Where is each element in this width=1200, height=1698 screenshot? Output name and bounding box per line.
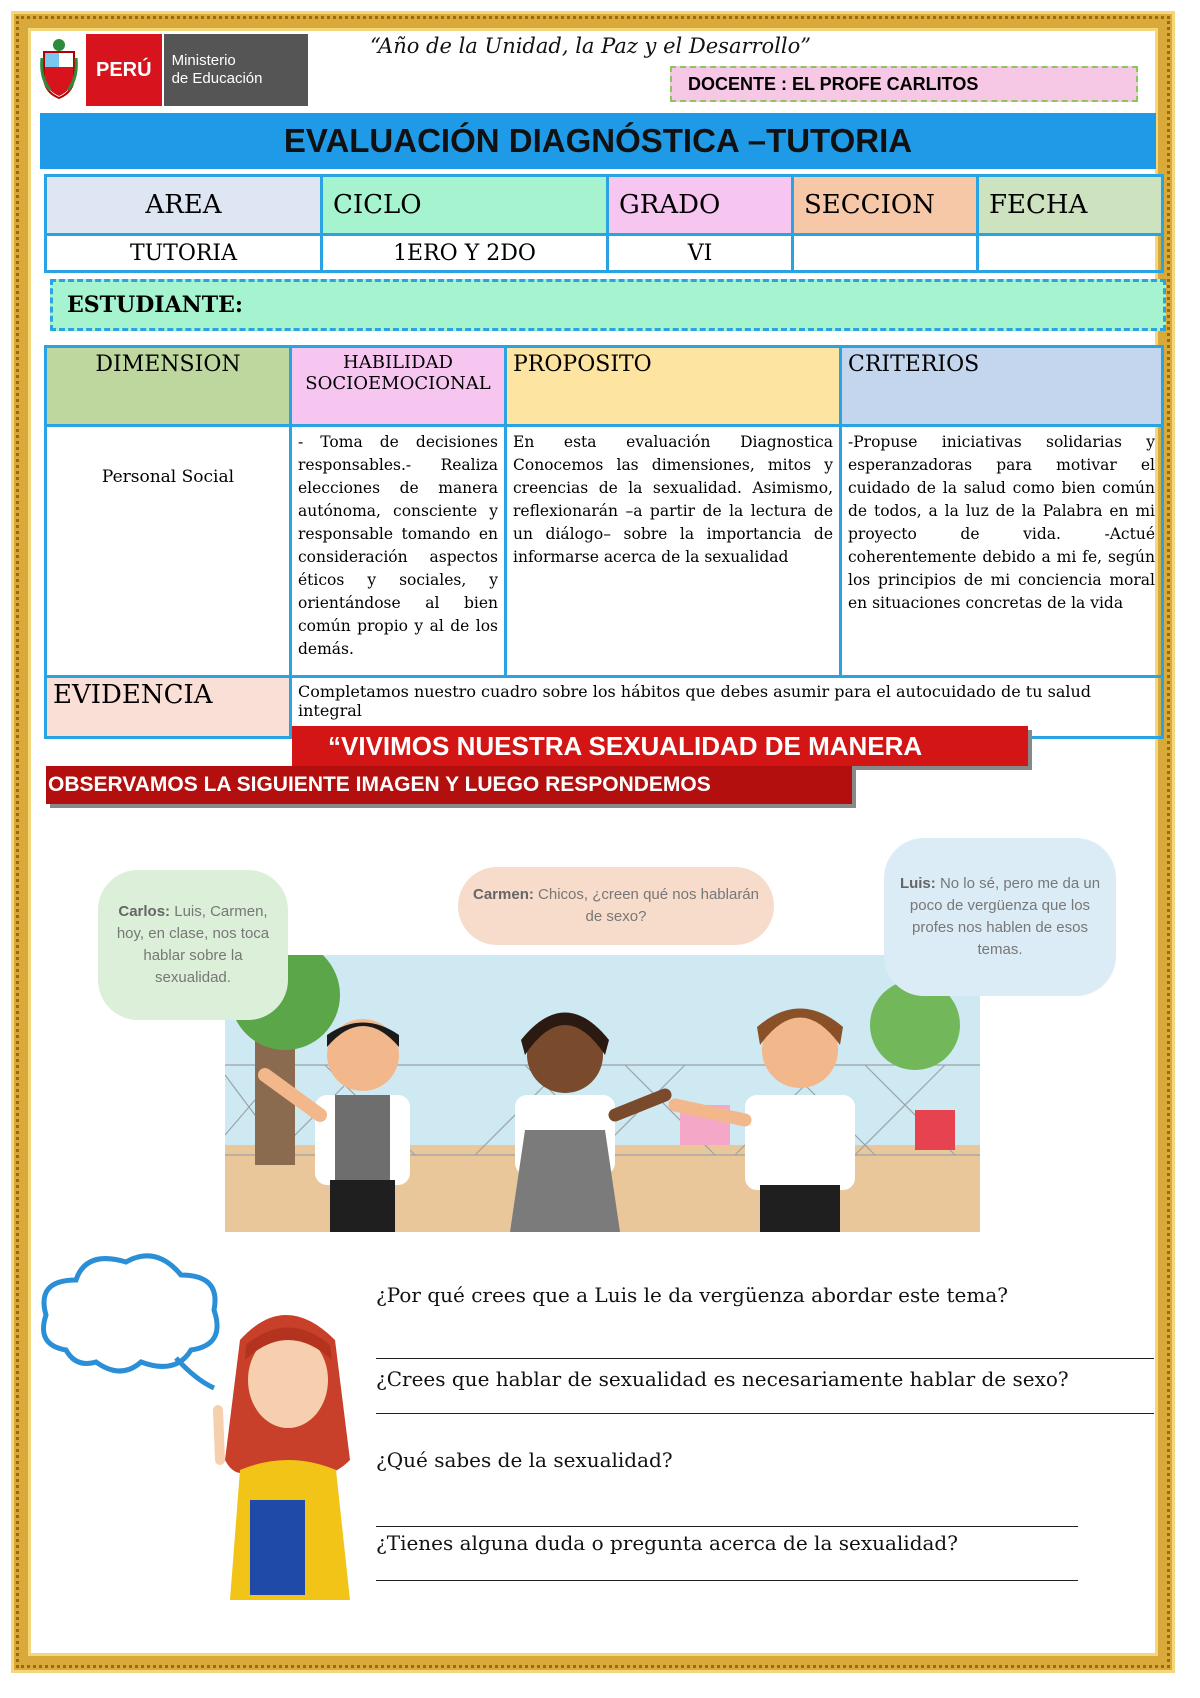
ciclo-header: CICLO bbox=[321, 176, 607, 235]
ciclo-value: 1ERO Y 2DO bbox=[321, 235, 607, 272]
proposito-header: PROPOSITO bbox=[506, 347, 841, 426]
docente-box: DOCENTE : EL PROFE CARLITOS bbox=[670, 66, 1138, 102]
carlos-speaker: Carlos: bbox=[118, 903, 171, 920]
question-1: ¿Por qué crees que a Luis le da vergüenza abordar este tema? bbox=[376, 1283, 1008, 1307]
thought-cloud-icon bbox=[36, 1250, 226, 1390]
logo-ministry-line1: Ministerio bbox=[171, 52, 236, 69]
evidence-label: EVIDENCIA bbox=[46, 677, 291, 738]
criterios-header: CRITERIOS bbox=[841, 347, 1163, 426]
peru-coat-of-arms-icon bbox=[40, 38, 78, 100]
logo-ministry-line2: de Educación bbox=[171, 70, 263, 87]
luis-speaker: Luis: bbox=[899, 875, 936, 892]
students-illustration bbox=[225, 955, 980, 1232]
competence-body-row bbox=[46, 426, 1163, 677]
seccion-header: SECCION bbox=[793, 176, 978, 235]
question-4: ¿Tienes alguna duda o pregunta acerca de la sexualidad? bbox=[376, 1531, 958, 1555]
answer-line-4[interactable] bbox=[376, 1580, 1078, 1581]
luis-line: No lo sé, pero me da un poco de vergüenza que los profes nos hablen de esos temas. bbox=[909, 875, 1101, 958]
area-value: TUTORIA bbox=[46, 235, 322, 272]
carlos-line: Luis, Carmen, hoy, en clase, nos toca hablar sobre la sexualidad. bbox=[116, 903, 270, 986]
dimension-value: Personal Social bbox=[46, 426, 291, 677]
seccion-value[interactable] bbox=[793, 235, 978, 272]
dimension-header: DIMENSION bbox=[46, 347, 291, 426]
logo-ministry-label bbox=[162, 34, 308, 106]
info-header-row bbox=[46, 176, 1163, 235]
question-2: ¿Crees que hablar de sexualidad es necesariamente hablar de sexo? bbox=[376, 1367, 1069, 1391]
banner-instruction: OBSERVAMOS LA SIGUIENTE IMAGEN Y LUEGO RESPONDEMOS bbox=[46, 766, 852, 804]
fecha-header: FECHA bbox=[977, 176, 1162, 235]
competence-header-row bbox=[46, 347, 1163, 426]
answer-line-1[interactable] bbox=[376, 1358, 1154, 1359]
year-motto: “Año de la Unidad, la Paz y el Desarrollo” bbox=[370, 34, 811, 58]
student-label: ESTUDIANTE: bbox=[67, 292, 244, 318]
teacher-figure-icon bbox=[200, 1300, 370, 1620]
habilidad-header: HABILIDAD SOCIOEMOCIONAL bbox=[291, 347, 506, 426]
grado-header: GRADO bbox=[608, 176, 793, 235]
ministry-logo bbox=[40, 34, 308, 106]
area-header: AREA bbox=[46, 176, 322, 235]
banner-title: “VIVIMOS NUESTRA SEXUALIDAD DE MANERA bbox=[292, 726, 1028, 766]
carmen-speaker: Carmen: bbox=[473, 886, 534, 903]
logo-peru-label: PERÚ bbox=[86, 34, 162, 106]
criterios-value: -Propuse iniciativas solidarias y esperanzadoras para motivar el cuidado de la salud como bien común de todos, a la luz de la Palabra en mi proyecto de vida. -Actué coherentemente debido a mi fe, según los principios de mi conciencia moral en situaciones concretas de la vida bbox=[841, 426, 1163, 677]
carmen-line: Chicos, ¿creen qué nos hablarán de sexo? bbox=[538, 886, 759, 925]
info-value-row bbox=[46, 235, 1163, 272]
luis-speech-bubble bbox=[884, 838, 1116, 996]
carlos-speech-bubble bbox=[98, 870, 288, 1020]
fecha-value[interactable] bbox=[977, 235, 1162, 272]
answer-line-3[interactable] bbox=[376, 1526, 1078, 1527]
answer-line-2[interactable] bbox=[376, 1413, 1154, 1414]
carmen-speech-bubble bbox=[458, 867, 774, 945]
evidence-text: Completamos nuestro cuadro sobre los hábitos que debes asumir para el autocuidado de tu salud integral bbox=[291, 677, 1163, 738]
proposito-value: En esta evaluación Diagnostica Conocemos las dimensiones, mitos y creencias de la sexualidad. Asimismo, reflexionarán –a partir de la lectura de un diálogo– sobre la importancia de informarse acerca de la sexualidad bbox=[506, 426, 841, 677]
grado-value: VI bbox=[608, 235, 793, 272]
competence-table bbox=[44, 345, 1164, 739]
info-table bbox=[44, 174, 1164, 273]
student-field[interactable] bbox=[50, 279, 1166, 331]
page-title: EVALUACIÓN DIAGNÓSTICA –TUTORIA bbox=[40, 113, 1156, 169]
habilidad-value: - Toma de decisiones responsables.- Realiza elecciones de manera autónoma, consciente y responsable tomando en consideración aspectos éticos y sociales, y orientándose al bien común propio y al de los demás. bbox=[291, 426, 506, 677]
question-3: ¿Qué sabes de la sexualidad? bbox=[376, 1448, 673, 1472]
